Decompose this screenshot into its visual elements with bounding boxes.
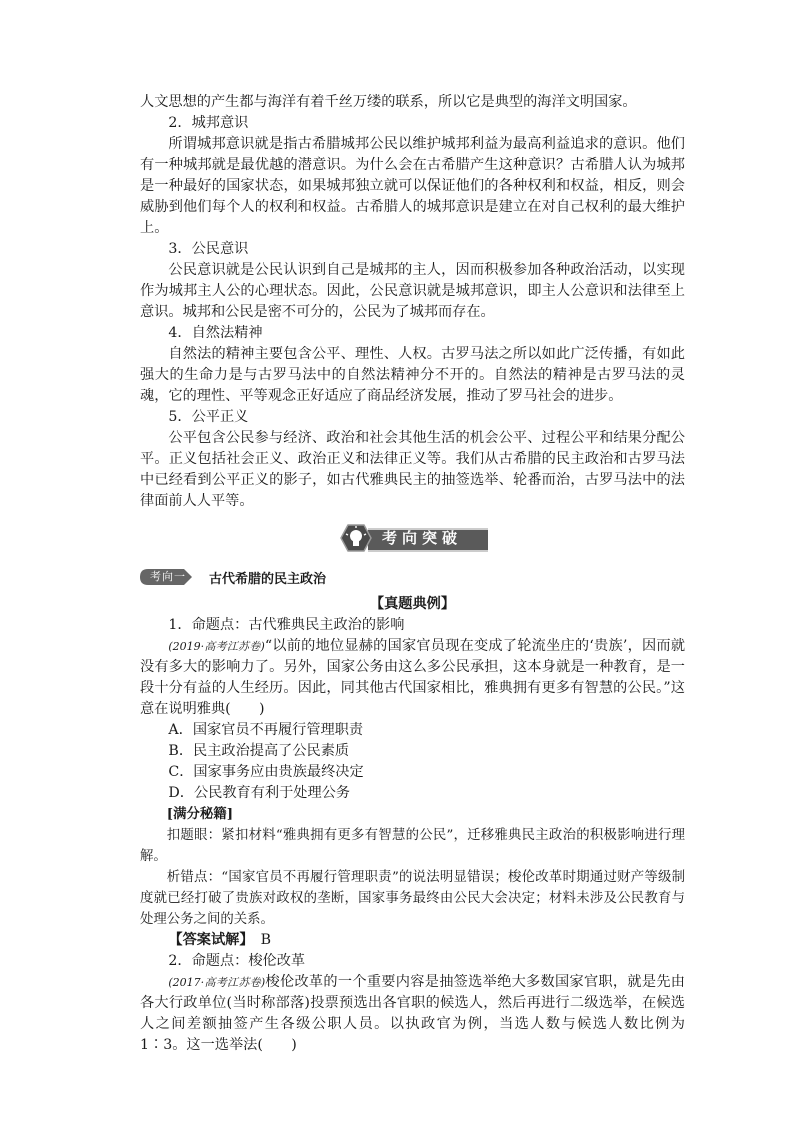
section-badge-label: 考向一 [150, 570, 186, 583]
paragraph-natural-law: 自然法的精神主要包含公平、理性、人权。古罗马法之所以如此广泛传播，有如此强大的生命力是与古罗马法中的自然法精神分不开的。自然法的精神是古罗马法的灵魂，它的理性、平等观念正好适应了商品经济发展，推动了罗马社会的进步。 [140, 346, 685, 404]
q1-error-analysis: 析错点：“国家官员不再履行管理职责”的说法明显错误；梭伦改革时期通过财产等级制度就已经打破了贵族对政权的垄断，国家事务最终由公民大会决定；材料未涉及公民教育与处理公务之间的关系。 [140, 870, 685, 927]
q1-answer-row [140, 930, 685, 951]
q1-answer: B [260, 932, 272, 948]
q1-option-a: A．国家官员不再履行管理职责 [168, 722, 364, 738]
q1-option-c: C．国家事务应由贵族最终决定 [168, 764, 364, 780]
q1-stem-text: “以前的地位显赫的国家官员现在变成了轮流坐庄的‘贵族’，因而就没有多大的影响力了。另外，国家公务由这么多公民承担，这本身就是一种教育，是一段十分有益的人生经历。因此，同其他古代国家相比，雅典拥有更多有智慧的公民。”这意在说明雅典( ) [140, 638, 686, 717]
heading-city-state-consciousness: 2．城邦意识 [168, 115, 249, 131]
banner-label: 考向突破 [382, 529, 463, 547]
section-title: 古代希腊的民主政治 [209, 572, 327, 587]
q1-tip: 扣题眼：紧扣材料“雅典拥有更多有智慧的公民”，迁移雅典民主政治的积极影响进行理解。 [140, 828, 685, 864]
q1-option-d: D．公民教育有利于处理公务 [168, 785, 351, 801]
section-badge [140, 569, 192, 585]
q1-heading: 1．命题点：古代雅典民主政治的影响 [168, 617, 405, 633]
q1-stem [140, 636, 685, 720]
q2-stem [140, 972, 685, 1056]
subheading-real-exam: 【真题典例】 [369, 596, 456, 612]
section-header [140, 564, 685, 594]
heading-natural-law: 4．自然法精神 [168, 325, 263, 341]
heading-citizen-consciousness: 3．公民意识 [168, 241, 249, 257]
q1-answer-label: 【答案试解】 [168, 932, 247, 948]
heading-fairness-justice: 5．公平正义 [168, 409, 249, 425]
lightbulb-icon [340, 524, 372, 552]
paragraph-city-state-consciousness: 所谓城邦意识就是指古希腊城邦公民以维护城邦利益为最高利益追求的意识。他们有一种城邦就是最优越的潜意识。为什么会在古希腊产生这种意识？古希腊人认为城邦是一种最好的国家状态，如果城邦独立就可以保证他们的各种权利和权益，相反，则会威胁到他们每个人的权利和权益。古希腊人的城邦意识是建立在对自己权利的最大维护上。 [140, 136, 685, 236]
q2-stem-text: 梭伦改革的一个重要内容是抽签选举绝大多数国家官职，就是先由各大行政单位(当时称部落)投票预选出各官职的候选人，然后再进行二级选举，在候选人之间差额抽签产生各级公职人员。以执政官为例，当选人数与候选人数比例为 1∶3。这一选举法( ) [140, 974, 685, 1053]
paragraph-citizen-consciousness: 公民意识就是公民认识到自己是城邦的主人，因而积极参加各种政治活动，以实现作为城邦主人公的心理状态。因此，公民意识就是城邦意识，即主人公意识和法律至上意识。城邦和公民是密不可分的，公民为了城邦而存在。 [140, 262, 685, 320]
paragraph-fairness-justice: 公平包含公民参与经济、政治和社会其他生活的机会公平、过程公平和结果分配公平。正义包括社会正义、政治正义和法律正义等。我们从古希腊的民主政治和古罗马法中已经看到公平正义的影子，如古代雅典民主的抽签选举、轮番而治，古罗马法中的法律面前人人平等。 [140, 430, 685, 509]
q2-source: (2017·高考江苏卷) [168, 976, 266, 989]
q2-heading: 2．命题点：梭伦改革 [168, 953, 306, 969]
section-banner [338, 524, 490, 551]
q1-secret-label: [满分秘籍] [166, 806, 234, 822]
q1-source: (2019·高考江苏卷) [168, 640, 265, 653]
q1-option-b: B．民主政治提高了公民素质 [168, 743, 350, 759]
intro-line: 人文思想的产生都与海洋有着千丝万缕的联系，所以它是典型的海洋文明国家。 [140, 94, 637, 110]
banner-row [140, 516, 685, 562]
page-content [140, 92, 685, 1056]
